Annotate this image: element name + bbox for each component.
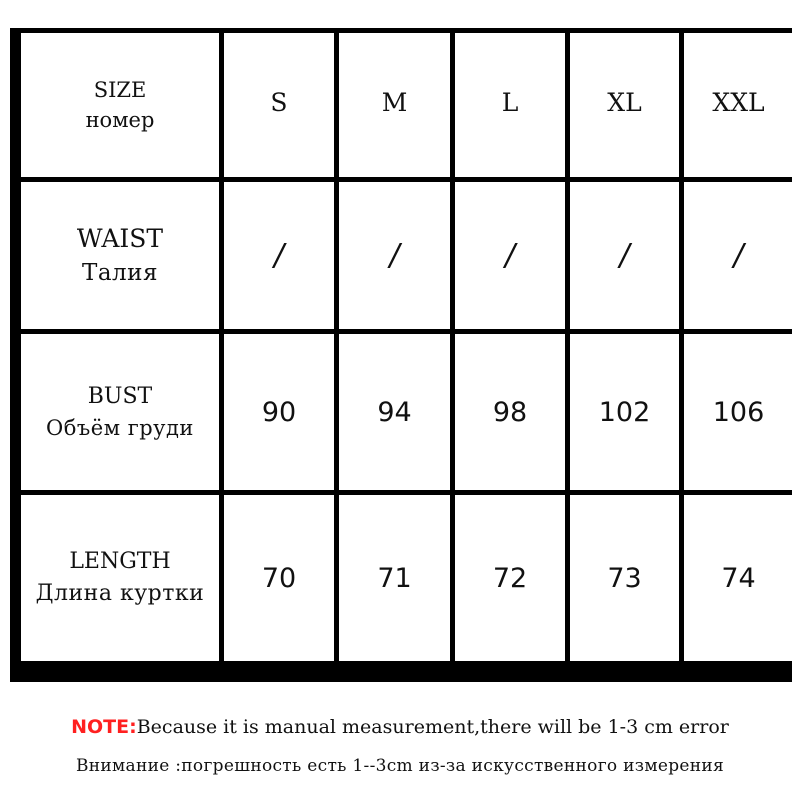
waist-value-l: /	[455, 182, 565, 329]
bust-label-ru: Объём груди	[46, 415, 194, 440]
size-chart-table	[10, 28, 792, 682]
note-text-en: Because it is manual measurement,there will be 1-3 cm error	[136, 716, 729, 738]
header-label-cell	[21, 33, 219, 177]
bust-value-xl: 102	[570, 334, 679, 490]
length-value-l: 72	[455, 495, 565, 661]
bust-value-l: 98	[455, 334, 565, 490]
bust-value-s: 90	[224, 334, 334, 490]
length-label-cell	[21, 495, 219, 661]
waist-label-en: WAIST	[76, 223, 164, 253]
size-header-l: L	[455, 33, 565, 177]
length-value-s: 70	[224, 495, 334, 661]
waist-value-xxl: /	[684, 182, 793, 329]
size-header-xl: XL	[570, 33, 679, 177]
waist-value-s: /	[224, 182, 334, 329]
length-value-xl: 73	[570, 495, 679, 661]
bust-label-cell	[21, 334, 219, 490]
size-label-en: SIZE	[93, 77, 147, 102]
note-russian: Внимание :погрешность есть 1--3cm из-за искусственного измерения	[75, 756, 725, 776]
waist-label-cell	[21, 182, 219, 329]
length-label-ru: Длина куртки	[35, 581, 205, 606]
size-header-s: S	[224, 33, 334, 177]
bust-value-xxl: 106	[684, 334, 793, 490]
waist-label-ru: Талия	[81, 259, 158, 286]
size-header-xxl: XXL	[684, 33, 793, 177]
waist-value-xl: /	[570, 182, 679, 329]
length-value-m: 71	[339, 495, 450, 661]
size-header-m: M	[339, 33, 450, 177]
waist-value-m: /	[339, 182, 450, 329]
length-label-en: LENGTH	[69, 549, 171, 575]
size-label-ru: номер	[85, 108, 155, 132]
bust-value-m: 94	[339, 334, 450, 490]
bust-label-en: BUST	[87, 383, 153, 409]
note-english	[0, 716, 800, 738]
length-value-xxl: 74	[684, 495, 793, 661]
note-label: NOTE:	[71, 716, 137, 738]
